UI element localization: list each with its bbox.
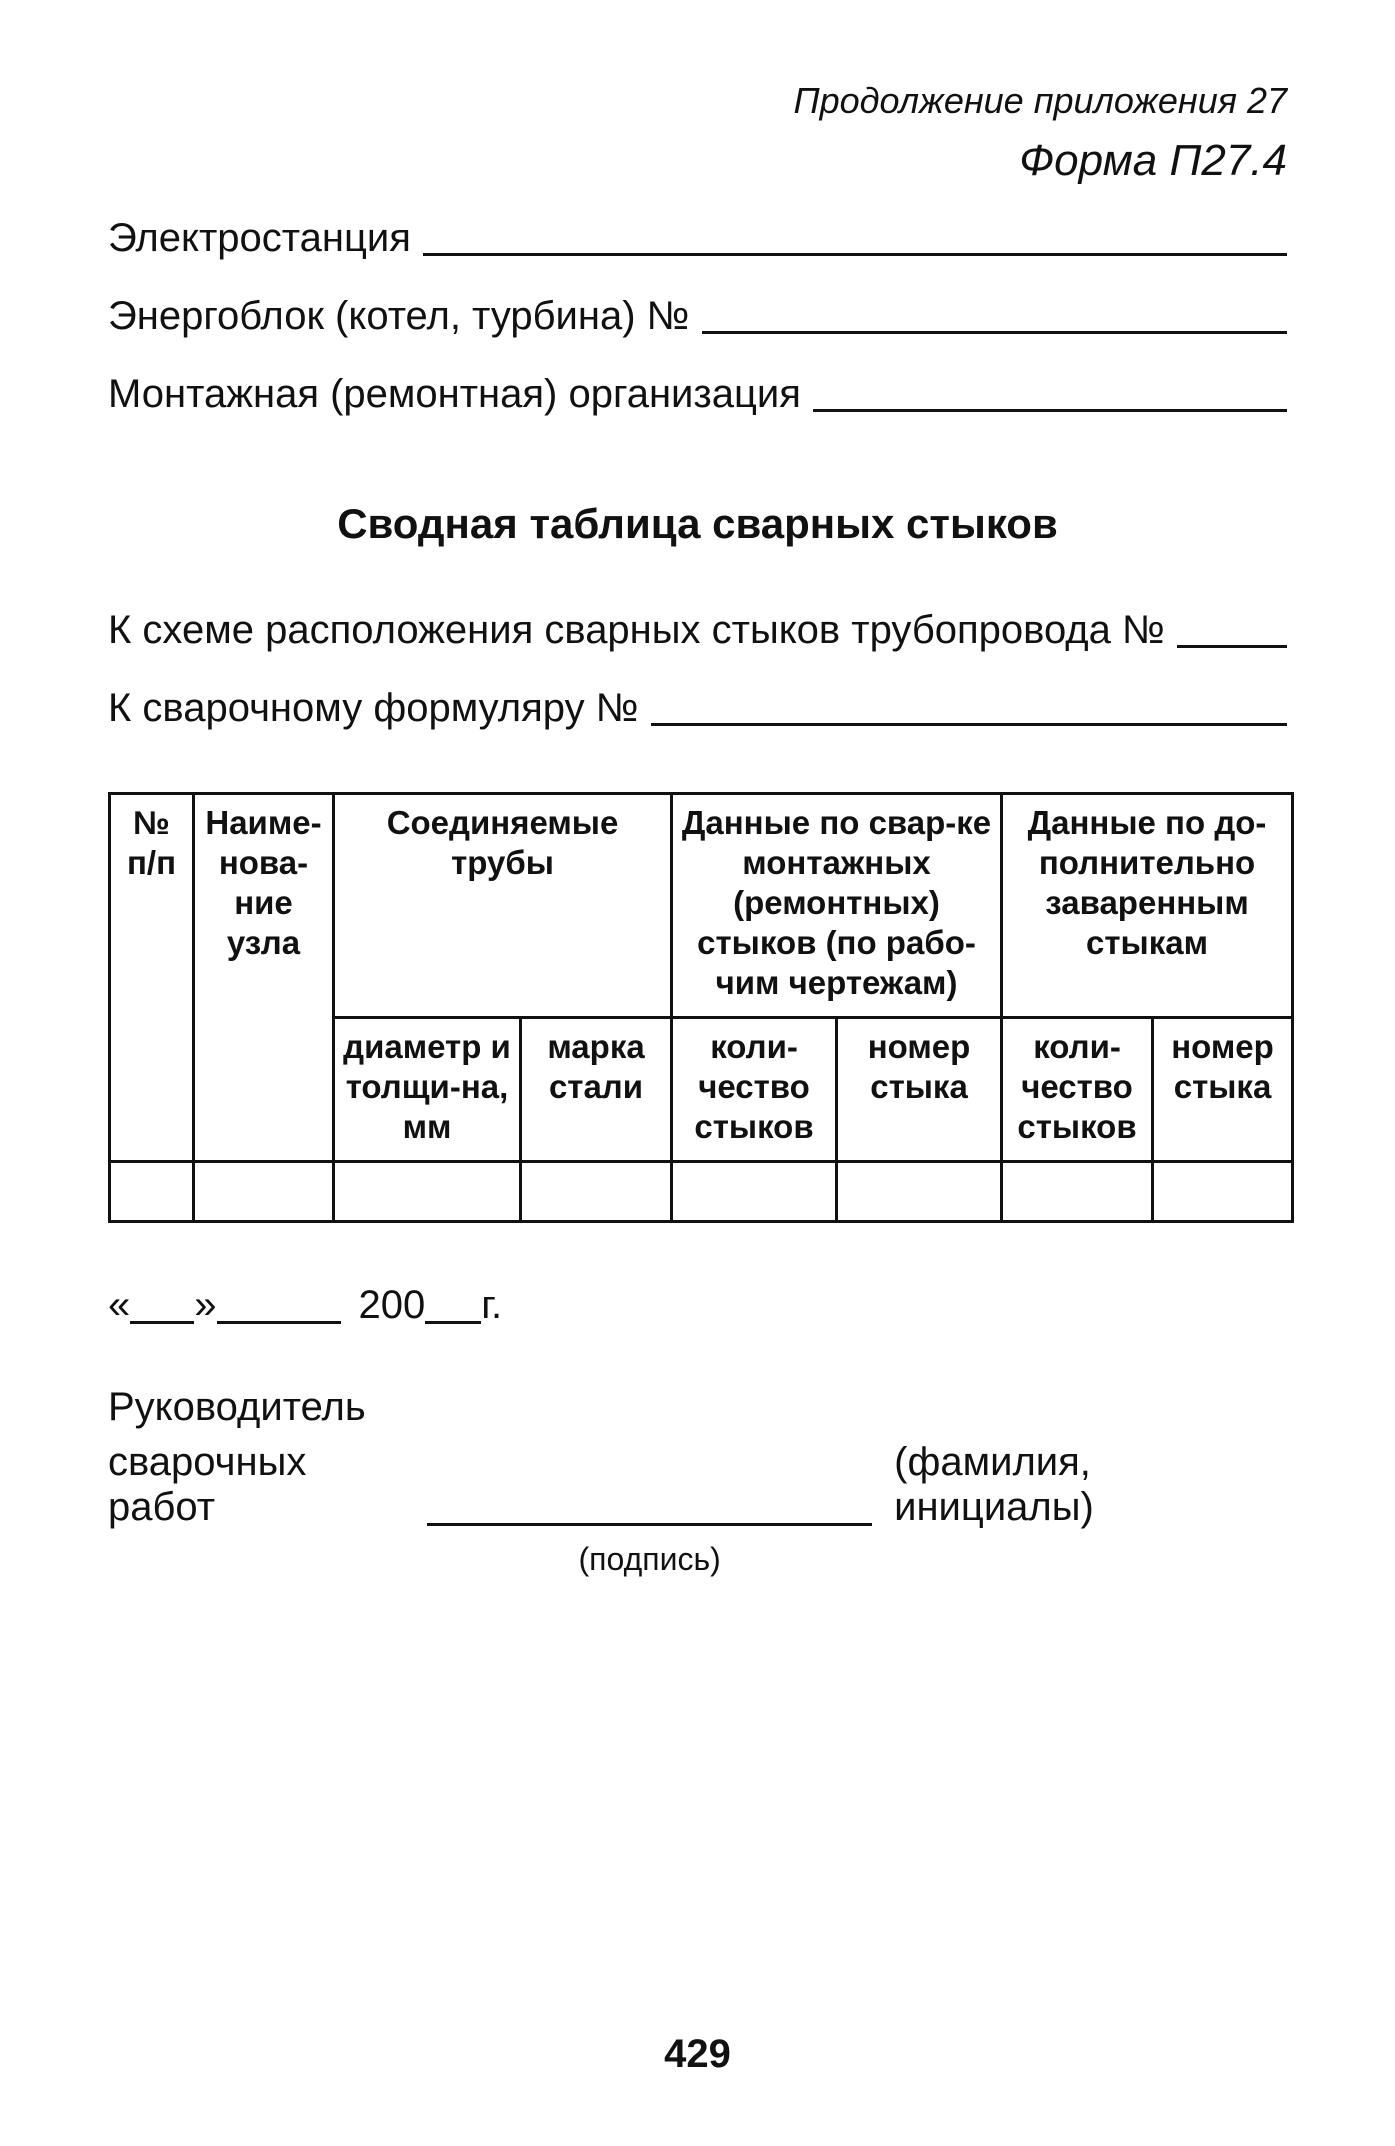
power-station-blank[interactable]	[423, 253, 1287, 256]
date-year-suffix: г.	[481, 1283, 503, 1327]
subheader-diameter: диаметр и толщи-на, мм	[334, 1018, 521, 1162]
subheader-count-2: коли-чество стыков	[1002, 1018, 1153, 1162]
subheader-number-1: номер стыка	[837, 1018, 1002, 1162]
formular-ref-label: К сварочному формуляру №	[108, 686, 639, 730]
header-installation-welds: Данные по свар-кe монтажных (ремонтных) стыков (по рабо-чим чертежам)	[672, 794, 1002, 1018]
date-field	[108, 1283, 502, 1328]
subheader-count-1: коли-чество стыков	[672, 1018, 837, 1162]
table-header-row	[110, 794, 1293, 1018]
signature-hint: (подпись)	[578, 1541, 721, 1577]
power-unit-field	[108, 296, 1287, 336]
table-cell[interactable]	[110, 1162, 194, 1222]
date-close-quote: »	[194, 1283, 217, 1327]
page-number: 429	[664, 2032, 731, 2076]
table-cell[interactable]	[334, 1162, 521, 1222]
form-id: Форма П27.4	[1019, 136, 1287, 185]
continuation-note: Продолжение приложения 27	[793, 80, 1287, 121]
name-hint: (фамилия, инициалы)	[894, 1440, 1094, 1529]
header-additional-welds: Данные по до-полнительно заваренным стыкам	[1002, 794, 1293, 1018]
power-station-label: Электростанция	[108, 216, 411, 260]
installation-org-label: Монтажная (ремонтная) организация	[108, 372, 801, 416]
installation-org-blank[interactable]	[813, 409, 1287, 412]
scheme-ref-field	[108, 610, 1287, 650]
power-unit-blank[interactable]	[702, 331, 1287, 334]
date-day-blank[interactable]	[130, 1321, 194, 1324]
document-title: Сводная таблица сварных стыков	[337, 500, 1058, 547]
table-cell[interactable]	[521, 1162, 672, 1222]
welds-summary-table	[108, 792, 1294, 1223]
date-open-quote: «	[108, 1283, 131, 1327]
table-cell[interactable]	[1153, 1162, 1293, 1222]
table-cell[interactable]	[194, 1162, 334, 1222]
date-month-blank[interactable]	[217, 1321, 341, 1324]
signature-blank[interactable]	[427, 1523, 872, 1526]
subheader-steel-grade: марка стали	[521, 1018, 672, 1162]
table-cell[interactable]	[837, 1162, 1002, 1222]
signature-field	[108, 1440, 1287, 1577]
table-row	[110, 1162, 1293, 1222]
table-cell[interactable]	[1002, 1162, 1153, 1222]
installation-org-field	[108, 374, 1287, 414]
date-year-blank[interactable]	[425, 1321, 481, 1324]
header-pipes: Соединяемые трубы	[334, 794, 672, 1018]
formular-ref-blank[interactable]	[651, 723, 1287, 726]
table-cell[interactable]	[672, 1162, 837, 1222]
scheme-ref-label: К схеме расположения сварных стыков трубопровода №	[108, 608, 1165, 652]
formular-ref-field	[108, 688, 1287, 728]
power-station-field	[108, 218, 1287, 258]
header-num: № п/п	[110, 794, 194, 1162]
signature-role-line2: сварочных работ	[108, 1440, 307, 1529]
header-node-name: Наиме-нова-ние узла	[194, 794, 334, 1162]
date-year-prefix: 200	[358, 1283, 426, 1327]
power-unit-label: Энергоблок (котел, турбина) №	[108, 294, 690, 338]
subheader-number-2: номер стыка	[1153, 1018, 1293, 1162]
scheme-ref-blank[interactable]	[1177, 645, 1287, 648]
signature-role-line1: Руководитель	[108, 1385, 366, 1429]
signature-slot	[427, 1523, 872, 1577]
